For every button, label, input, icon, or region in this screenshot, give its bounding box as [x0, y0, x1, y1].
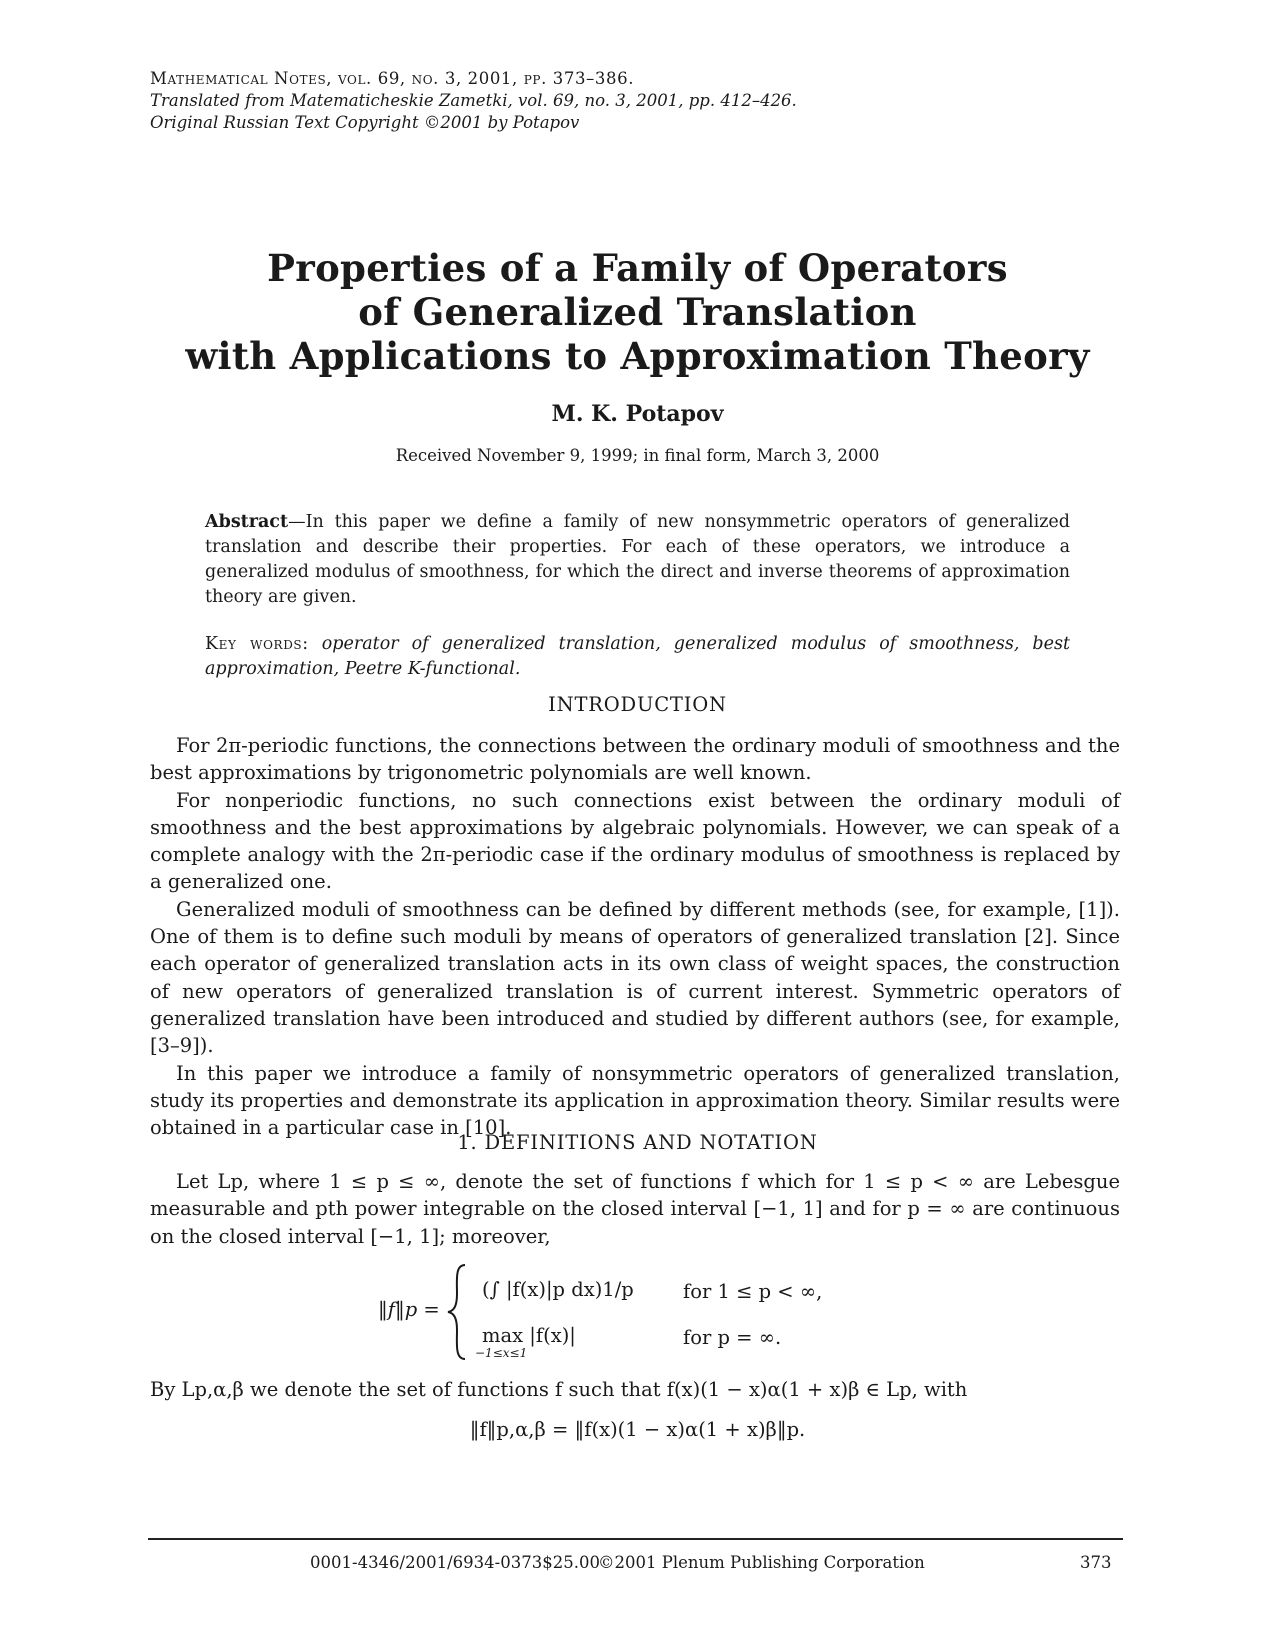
- paragraph: Generalized moduli of smoothness can be defined by different methods (see, for example, [1]). One of them is to define such moduli by means of operators of generalized translation [2]. Since each operator of generalized translation acts in its own class of weight spaces, the construction of new operators of generalized translation is of current interest. Symmetric operators of generalized translation have been introduced and studied by different authors (see, for example, [3–9]).: [150, 897, 1120, 1058]
- keywords-label: Key words:: [205, 634, 309, 654]
- abstract: [205, 510, 1070, 610]
- copyright-note: Original Russian Text Copyright ©2001 by Potapov: [150, 113, 580, 132]
- case2-subscript: −1≤x≤1: [475, 1346, 528, 1360]
- section-heading-introduction: INTRODUCTION: [548, 693, 727, 716]
- weighted-space-definition: [150, 1376, 1120, 1403]
- paragraph: For nonperiodic functions, no such connections exist between the ordinary moduli of smoothness and the best approximations by algebraic polynomials. However, we can speak of a complete analogy with the 2π-periodic case if the ordinary modulus of smoothness is replaced by a generalized one.: [150, 788, 1120, 894]
- received-date: Received November 9, 1999; in final form, March 3, 2000: [395, 446, 880, 465]
- author-name: M. K. Potapov: [551, 401, 724, 427]
- title-line: with Applications to Approximation Theory: [185, 334, 1090, 378]
- definitions-body: [150, 1168, 1120, 1250]
- paragraph: By Lp,α,β we denote the set of functions f such that f(x)(1 − x)α(1 + x)β ∈ Lp, with: [150, 1378, 968, 1401]
- title-line: Properties of a Family of Operators: [267, 246, 1008, 290]
- translation-note: Translated from Matematicheskie Zametki, vol. 69, no. 3, 2001, pp. 412–426.: [150, 91, 797, 110]
- footer-rule: [148, 1538, 1123, 1540]
- paper-title: [0, 246, 1275, 378]
- footer-publisher: ©2001 Plenum Publishing Corporation: [598, 1553, 925, 1572]
- paragraph: In this paper we introduce a family of nonsymmetric operators of generalized translation, study its properties and demonstrate its application in approximation theory. Similar results were obtained in a particular case in [10].: [150, 1061, 1120, 1140]
- paragraph: For 2π-periodic functions, the connections between the ordinary moduli of smoothness and the best approximations by trigonometric polynomials are well known.: [150, 734, 1120, 785]
- journal-citation: Mathematical Notes, vol. 69, no. 3, 2001, pp. 373–386.: [150, 69, 635, 88]
- section-heading-definitions: 1. DEFINITIONS AND NOTATION: [457, 1131, 818, 1154]
- keywords: [205, 632, 1070, 682]
- left-brace-icon: [445, 1262, 471, 1362]
- case1-expression: (∫ |f(x)|p dx)1/p: [482, 1278, 634, 1301]
- weighted-norm-formula: ‖f‖p,α,β = ‖f(x)(1 − x)α(1 + x)β‖p.: [469, 1418, 806, 1441]
- abstract-text: —In this paper we define a family of new nonsymmetric operators of generalized translation and describe their properties. For each of these operators, we introduce a generalized modulus of smoothness, for which the direct and inverse theorems of approximation theory are given.: [205, 512, 1070, 607]
- abstract-label: Abstract: [205, 512, 289, 532]
- case1-condition: for 1 ≤ p < ∞,: [683, 1280, 823, 1303]
- norm-formula: [378, 1262, 898, 1362]
- page-number: 373: [1080, 1553, 1112, 1572]
- case2-condition: for p = ∞.: [683, 1326, 782, 1349]
- title-line: of Generalized Translation: [358, 290, 917, 334]
- journal-header: [150, 68, 797, 134]
- case2-expression: max |f(x)|: [482, 1324, 576, 1347]
- footer-code: 0001-4346/2001/6934-0373$25.00: [310, 1553, 600, 1572]
- paragraph: Let Lp, where 1 ≤ p ≤ ∞, denote the set of functions f which for 1 ≤ p < ∞ are Lebesgue measurable and pth power integrable on the closed interval [−1, 1] and for p = ∞ are continuous on the closed interval [−1, 1]; moreover,: [150, 1170, 1120, 1248]
- keywords-text: operator of generalized translation, generalized modulus of smoothness, best approximation, Peetre K-functional.: [205, 634, 1070, 679]
- norm-lhs: ‖f‖p =: [378, 1298, 440, 1321]
- introduction-body: [150, 732, 1120, 1141]
